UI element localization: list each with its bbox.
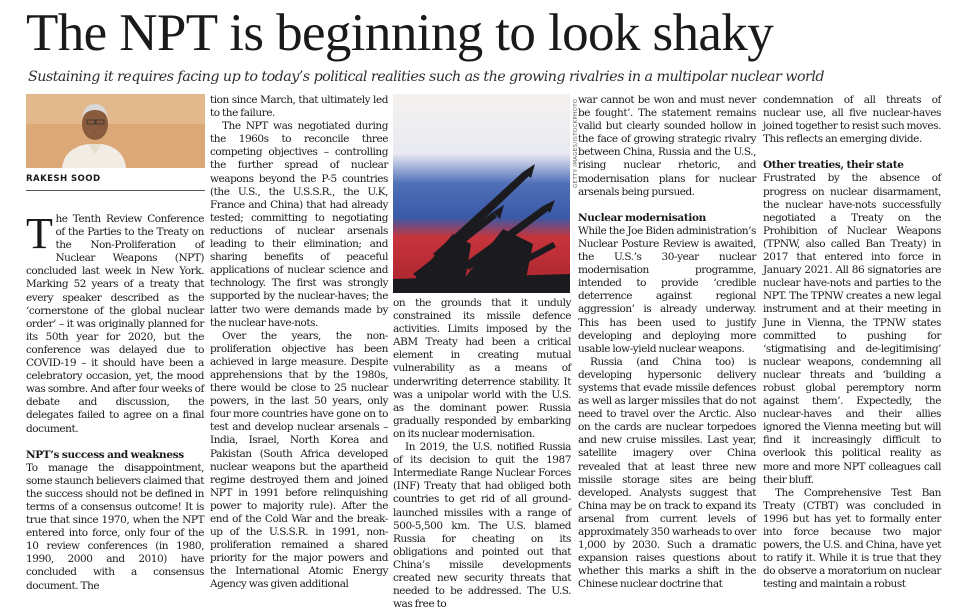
- paragraph: war cannot be won and must never be fought’. The statement remains valid but clearly sounded hollow in the face of growing strategic rivalry between China, Russia and the U.S., rising nuclear rhetoric, and modernisation plans for nuclear arsenals being pursued.: [578, 94, 756, 198]
- photo-credit: GETTY IMAGES/ISTOCKPHOTO: [573, 98, 579, 188]
- paragraph: on the grounds that it unduly constrained its missile defence activities. Limits imposed by the ABM Treaty had been a critical element in creating mutual vulnerability as a means of underwriting deterrence stability. It was a unipolar world with the U.S. as the dominant power. Russia gradually responded by embarking on its nuclear modernisation.: [393, 297, 571, 440]
- paragraph: In 2019, the U.S. notified Russia of its decision to quit the 1987 Intermediate Range Nuclear Forces (INF) Treaty that had obliged both countries to get rid of all ground-launched missiles with a range of 500-5,500 km. The U.S. blamed Russia for cheating on its obligations and pointed out that China’s missile developments created new security threats that needed to be addressed. The U.S. was free to: [393, 441, 571, 611]
- article-column-3: [393, 297, 571, 611]
- paragraph: The Comprehensive Test Ban Treaty (CTBT) was concluded in 1996 but has yet to formally enter into force because two major powers, the U.S. and China, have yet to ratify it. While it is true that they do observe a moratorium on nuclear testing and maintain a robust: [763, 486, 941, 591]
- drop-cap: T: [26, 209, 53, 258]
- intro-paragraph: The Tenth Review Conference of the Parties to the Treaty on the Non-Proliferation of Nuclear Weapons (NPT) concluded last week in New York. Marking 52 years of a treaty that every speaker described as the ‘cornerstone of the global nuclear order’ – it was originally planned for its 50th year for 2020, but the conference was delayed due to COVID-19 – it should have been a celebratory occasion, yet, the mood was sombre. And after four weeks of debate and discussion, the delegates failed to agree on a final document.: [26, 209, 204, 435]
- subheadline: Sustaining it requires facing up to today’s political realities such as the growing rivalries in a multipolar nuclear world: [28, 69, 824, 85]
- headline: The NPT is beginning to look shaky: [26, 4, 774, 62]
- paragraph: The NPT was negotiated during the 1960s to reconcile three competing objectives – controlling the further spread of nuclear weapons beyond the P-5 countries (the U.S., the U.S.S.R., the U.K, France and China) that had already tested; committing to negotiating reductions of nuclear arsenals leading to their elimination; and sharing benefits of peaceful applications of nuclear science and technology. The first was strongly supported by the nuclear-haves; the latter two were demands made by the nuclear have-nots.: [210, 120, 388, 329]
- paragraph: To manage the disappointment, some staunch believers claimed that the success should not be defined in terms of a consensus outcome! It is true that since 1970, when the NPT entered into force, only four of the 10 review conferences (in 1980, 1990, 2000 and 2010) have concluded with a consensus document. The: [26, 461, 204, 592]
- paragraph: Over the years, the non-proliferation objective has been achieved in large measure. Despite apprehensions that by the 1980s, there would be close to 25 nuclear powers, in the last 50 years, only four more countries have gone on to test and develop nuclear arsenals – India, Israel, North Korea and Pakistan (South Africa developed nuclear weapons but the apartheid regime destroyed them and joined NPT in 1991 before relinquishing power to majority rule). After the end of the Cold War and the break-up of the U.S.S.R. in 1991, non-proliferation remained a shared priority for the major powers and the International Atomic Energy Agency was given additional: [210, 329, 388, 591]
- article-column-4: [578, 94, 756, 594]
- section-heading-modernisation: Nuclear modernisation: [578, 211, 706, 224]
- section-heading-other-treaties: Other treaties, their state: [763, 159, 904, 172]
- paragraph: Frustrated by the absence of progress on nuclear disarmament, the nuclear have-nots successfully negotiated a Treaty on the Prohibition of Nuclear Weapons (TPNW, also called Ban Treaty) in 2017 that entered into force in January 2021. All 86 signatories are nuclear have-nots and parties to the NPT. The TPNW creates a new legal instrument and at their meeting in June in Vienna, the TPNW states committed to pushing for ‘stigmatising and de-legitimising’ nuclear weapons, condemning all nuclear threats and ‘building a robust global peremptory norm against them’. Expectedly, the nuclear-haves and their allies ignored the Vienna meeting but will find it increasingly difficult to overlook this political reality as more and more NPT colleagues call their bluff.: [763, 172, 941, 486]
- paragraph: tion since March, that ultimately led to the failure.: [210, 94, 388, 120]
- paragraph: Russia (and China too) is developing hypersonic delivery systems that evade missile defences as well as larger missiles that do not need to travel over the Arctic. Also on the cards are nuclear torpedoes and new cruise missiles. Last year, satellite imagery over China revealed that at least three new missile storage sites are being developed. Analysts suggest that China may be on track to expand its arsenal from current levels of approximately 350 warheads to over 1,000 by 2030. Such a dramatic expansion raises questions about whether this marks a shift in the Chinese nuclear doctrine that: [578, 355, 756, 591]
- section-heading-success: NPT’s success and weakness: [26, 448, 184, 461]
- article-column-5: [763, 94, 941, 594]
- byline-divider: [26, 190, 205, 191]
- article-column-2: [210, 94, 388, 594]
- missile-flag-illustration: [393, 94, 570, 293]
- article-column-1: [26, 209, 204, 594]
- paragraph: While the Joe Biden administration’s Nuclear Posture Review is awaited, the U.S.’s 30-year nuclear modernisation programme, intended to provide ‘credible deterrence against regional aggression’ is already underway. This has been used to justify developing and deploying more usable low-yield nuclear weapons.: [578, 224, 756, 355]
- author-byline: RAKESH SOOD: [26, 174, 101, 184]
- author-photo: [26, 94, 205, 168]
- paragraph: condemnation of all threats of nuclear use, all five nuclear-haves joined together to resist such moves. This reflects an emerging divide.: [763, 94, 941, 146]
